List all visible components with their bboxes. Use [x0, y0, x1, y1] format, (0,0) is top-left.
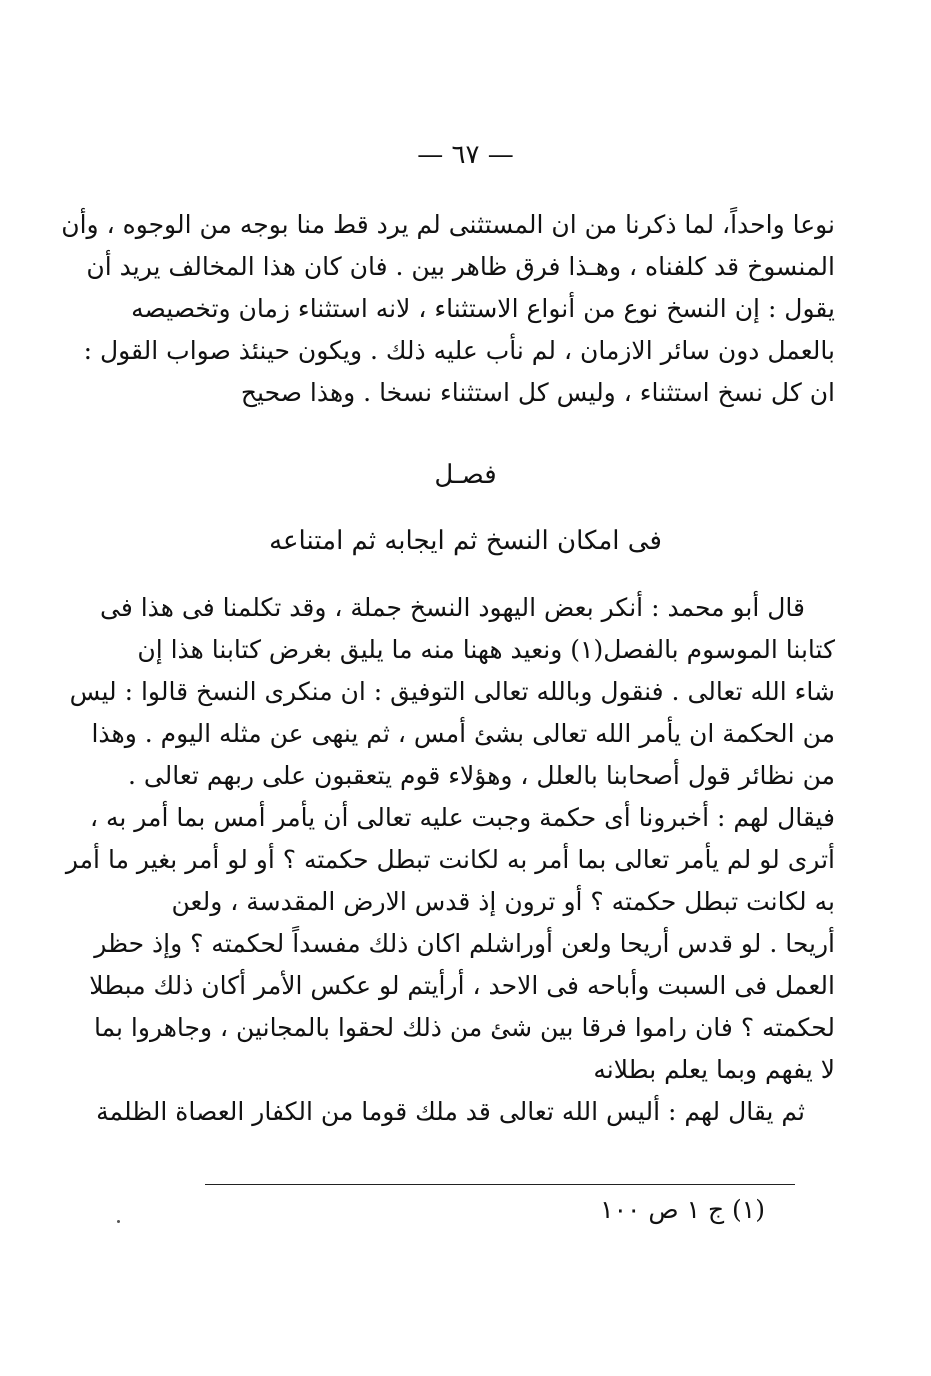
text-line: به لكانت تبطل حكمته ؟ أو ترون إذ قدس الارض المقدسة ، ولعن	[171, 887, 835, 916]
text-line: ان كل نسخ استثناء ، وليس كل استثناء نسخا . وهذا صحيح	[240, 378, 835, 407]
text-line: العمل فى السبت وأباحه فى الاحد ، أرأيتم لو عكس الأمر أكان ذلك مبطلا	[89, 971, 835, 1000]
paragraph-continuation	[61, 204, 835, 414]
text-line: شاء الله تعالى . فنقول وبالله تعالى التوفيق : ان منكرى النسخ قالوا : ليس	[69, 677, 835, 706]
text-line: ثم يقال لهم : أليس الله تعالى قد ملك قوما من الكفار العصاة الظلمة	[96, 1097, 805, 1126]
text-line: أريحا . لو قدس أريحا ولعن أوراشلم اكان ذلك مفسداً لحكمته ؟ وإذ حظر	[94, 929, 835, 958]
text-line: بالعمل دون سائر الازمان ، لم نأب عليه ذلك . ويكون حينئذ صواب القول :	[83, 336, 835, 365]
text-line: يقول : إن النسخ نوع من أنواع الاستثناء ، لانه استثناء زمان وتخصيصه	[131, 294, 835, 323]
text-line: من نظائر قول أصحابنا بالعلل ، وهؤلاء قوم يتعقبون على ربهم تعالى .	[127, 761, 835, 790]
text-line: المنسوخ قد كلفناه ، وهـذا فرق ظاهر بين . فان كان هذا المخالف يريد أن	[86, 252, 835, 281]
text-line: لا يفهم وبما يعلم بطلانه	[593, 1055, 835, 1084]
text-line: لحكمته ؟ فان راموا فرقا بين شئ من ذلك لحقوا بالمجانين ، وجاهروا بما	[93, 1013, 835, 1042]
page-number: — ٦٧ —	[417, 140, 514, 170]
text-line: فيقال لهم : أخبرونا أى حكمة وجبت عليه تعالى أن يأمر أمس بما أمر به ،	[89, 803, 835, 832]
text-line: نوعا واحداً، لما ذكرنا من ان المستثنى لم يرد قط منا بوجه من الوجوه ، وأن	[61, 210, 835, 239]
text-line: أترى لو لم يأمر تعالى بما أمر به لكانت تبطل حكمته ؟ أو لو أمر بغير ما أمر	[65, 845, 835, 874]
text-line: كتابنا الموسوم بالفصل(١) ونعيد ههنا منه ما يليق بغرض كتابنا هذا إن	[137, 635, 835, 664]
section-title: فى امكان النسخ ثم ايجابه ثم امتناعه	[269, 526, 662, 556]
text-line: من الحكمة ان يأمر الله تعالى بشئ أمس ، ثم ينهى عن مثله اليوم . وهذا	[91, 719, 835, 748]
scan-speck	[117, 1220, 120, 1223]
paragraph-main	[65, 587, 835, 1133]
footnote: (١) ج ١ ص ١٠٠	[600, 1195, 765, 1224]
text-line: قال أبو محمد : أنكر بعض اليهود النسخ جملة ، وقد تكلمنا فى هذا فى	[100, 593, 805, 622]
section-label: فصـل	[434, 460, 497, 490]
footnote-divider	[205, 1184, 795, 1185]
